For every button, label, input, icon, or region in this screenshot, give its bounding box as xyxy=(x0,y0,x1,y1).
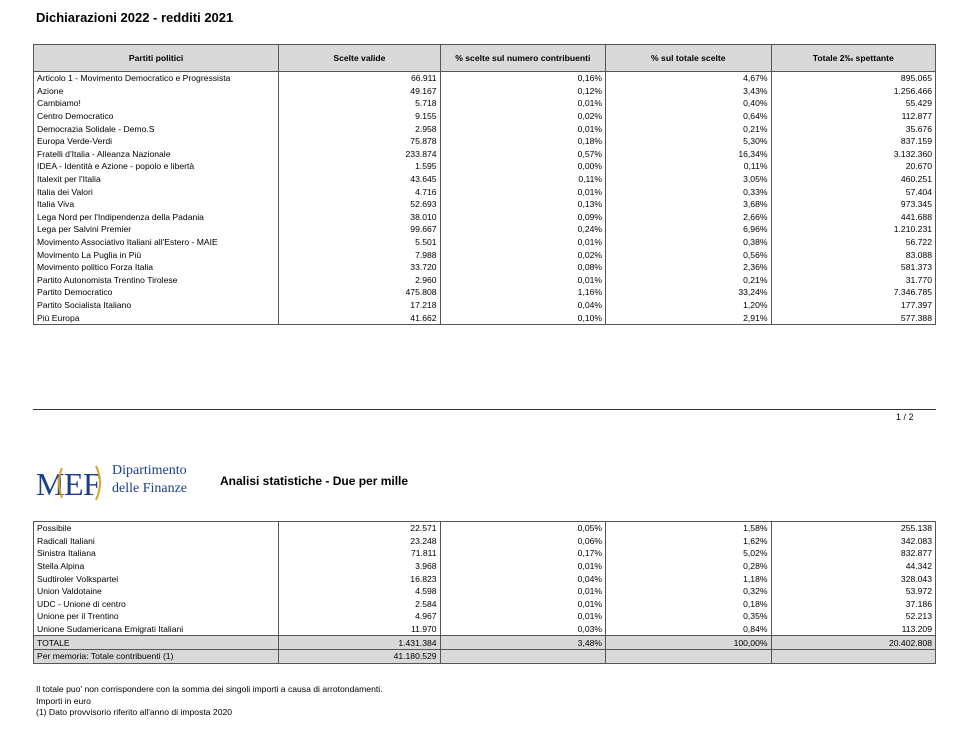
table-row xyxy=(34,311,936,324)
value-cell: 3,43% xyxy=(606,85,771,98)
table-row xyxy=(34,160,936,173)
header-parties: Partiti politici xyxy=(34,45,279,72)
value-cell: 31.770 xyxy=(771,274,936,287)
table-header-row xyxy=(34,45,936,72)
party-name-cell: Possibile xyxy=(34,522,279,535)
table-row xyxy=(34,274,936,287)
value-cell: 0,00% xyxy=(440,160,605,173)
value-cell: 0,32% xyxy=(606,585,771,598)
value-cell: 11.970 xyxy=(279,623,440,636)
value-cell: 0,01% xyxy=(440,236,605,249)
page-separator xyxy=(33,409,936,410)
party-name-cell: Radicali Italiani xyxy=(34,535,279,548)
party-name-cell: Union Valdotaine xyxy=(34,585,279,598)
value-cell: 33,24% xyxy=(606,286,771,299)
table-row xyxy=(34,135,936,148)
party-name-cell: Movimento politico Forza Italia xyxy=(34,261,279,274)
value-cell: 0,01% xyxy=(440,598,605,611)
svg-text:F: F xyxy=(83,466,101,502)
table-row xyxy=(34,585,936,598)
value-cell: 5.501 xyxy=(279,236,440,249)
party-name-cell: Italexit per l'Italia xyxy=(34,173,279,186)
party-name-cell: Lega per Salvini Premier xyxy=(34,223,279,236)
value-cell: 35.676 xyxy=(771,122,936,135)
value-cell: 460.251 xyxy=(771,173,936,186)
table-row xyxy=(34,286,936,299)
note-currency: Importi in euro xyxy=(36,695,91,706)
value-cell: 16.823 xyxy=(279,572,440,585)
value-cell: 2.958 xyxy=(279,122,440,135)
table-row xyxy=(34,547,936,560)
page-number: 1 / 2 xyxy=(896,412,914,422)
party-name-cell: Cambiamo! xyxy=(34,97,279,110)
value-cell: 177.397 xyxy=(771,299,936,312)
table-row xyxy=(34,173,936,186)
party-table-page1 xyxy=(33,44,936,325)
value-cell: 75.878 xyxy=(279,135,440,148)
table-row xyxy=(34,299,936,312)
party-name-cell: Fratelli d'Italia - Alleanza Nazionale xyxy=(34,148,279,161)
party-name-cell: Movimento Associativo Italiani all'Estero - MAIE xyxy=(34,236,279,249)
party-name-cell: Italia Viva xyxy=(34,198,279,211)
value-cell: 1,20% xyxy=(606,299,771,312)
value-cell: 837.159 xyxy=(771,135,936,148)
value-cell: 0,13% xyxy=(440,198,605,211)
party-name-cell: Movimento La Puglia in Più xyxy=(34,248,279,261)
table-row xyxy=(34,148,936,161)
value-cell xyxy=(440,649,605,663)
table-row xyxy=(34,198,936,211)
value-cell: 1,58% xyxy=(606,522,771,535)
party-name-cell: Sudtiroler Volkspartei xyxy=(34,572,279,585)
value-cell: 22.571 xyxy=(279,522,440,535)
table-row xyxy=(34,572,936,585)
table-row xyxy=(34,122,936,135)
table-row xyxy=(34,185,936,198)
value-cell: 233.874 xyxy=(279,148,440,161)
value-cell: 0,03% xyxy=(440,623,605,636)
value-cell: 99.667 xyxy=(279,223,440,236)
value-cell xyxy=(606,649,771,663)
value-cell: 0,18% xyxy=(440,135,605,148)
value-cell: 38.010 xyxy=(279,211,440,224)
value-cell: 0,16% xyxy=(440,72,605,85)
party-name-cell: TOTALE xyxy=(34,636,279,650)
value-cell: 0,18% xyxy=(606,598,771,611)
value-cell: 3.968 xyxy=(279,560,440,573)
value-cell: 56.722 xyxy=(771,236,936,249)
value-cell: 973.345 xyxy=(771,198,936,211)
party-name-cell: Unione per il Trentino xyxy=(34,610,279,623)
value-cell: 4,67% xyxy=(606,72,771,85)
table-row xyxy=(34,72,936,85)
party-name-cell: Per memoria: Totale contribuenti (1) xyxy=(34,649,279,663)
value-cell: 895.065 xyxy=(771,72,936,85)
value-cell: 0,10% xyxy=(440,311,605,324)
table-row xyxy=(34,85,936,98)
value-cell: 20.670 xyxy=(771,160,936,173)
svg-text:M: M xyxy=(36,466,65,502)
party-name-cell: Europa Verde-Verdi xyxy=(34,135,279,148)
table-row xyxy=(34,610,936,623)
value-cell: 0,01% xyxy=(440,610,605,623)
header-pct-taxpayers: % scelte sul numero contribuenti xyxy=(440,45,605,72)
header-amount: Totale 2‰ spettante xyxy=(771,45,936,72)
value-cell: 0,11% xyxy=(606,160,771,173)
value-cell: 55.429 xyxy=(771,97,936,110)
value-cell: 7.346.785 xyxy=(771,286,936,299)
party-name-cell: Italia dei Valori xyxy=(34,185,279,198)
value-cell: 3,68% xyxy=(606,198,771,211)
table-row xyxy=(34,248,936,261)
value-cell: 832.877 xyxy=(771,547,936,560)
value-cell: 7.988 xyxy=(279,248,440,261)
value-cell: 41.180.529 xyxy=(279,649,440,663)
value-cell: 581.373 xyxy=(771,261,936,274)
value-cell: 53.972 xyxy=(771,585,936,598)
value-cell: 43.645 xyxy=(279,173,440,186)
note-rounding: Il totale puo' non corrispondere con la somma dei singoli importi a causa di arrotondamenti. xyxy=(36,684,383,694)
value-cell: 0,17% xyxy=(440,547,605,560)
value-cell: 0,01% xyxy=(440,585,605,598)
value-cell: 71.811 xyxy=(279,547,440,560)
party-name-cell: Centro Democratico xyxy=(34,110,279,123)
value-cell: 4.967 xyxy=(279,610,440,623)
value-cell: 17.218 xyxy=(279,299,440,312)
value-cell: 441.688 xyxy=(771,211,936,224)
value-cell: 3,05% xyxy=(606,173,771,186)
value-cell: 112.877 xyxy=(771,110,936,123)
table-row xyxy=(34,97,936,110)
party-name-cell: IDEA - Identità e Azione - popolo e libertà xyxy=(34,160,279,173)
value-cell: 1,18% xyxy=(606,572,771,585)
value-cell: 0,35% xyxy=(606,610,771,623)
value-cell: 1,62% xyxy=(606,535,771,548)
party-name-cell: Partito Socialista Italiano xyxy=(34,299,279,312)
value-cell: 0,06% xyxy=(440,535,605,548)
value-cell: 49.167 xyxy=(279,85,440,98)
value-cell: 2,36% xyxy=(606,261,771,274)
table-row xyxy=(34,223,936,236)
value-cell: 2.960 xyxy=(279,274,440,287)
value-cell: 1.210.231 xyxy=(771,223,936,236)
party-name-cell: Sinistra Italiana xyxy=(34,547,279,560)
value-cell: 328.043 xyxy=(771,572,936,585)
value-cell: 52.693 xyxy=(279,198,440,211)
department-line-2: delle Finanze xyxy=(112,481,188,496)
value-cell: 1,16% xyxy=(440,286,605,299)
value-cell: 342.083 xyxy=(771,535,936,548)
value-cell: 0,12% xyxy=(440,85,605,98)
table-row xyxy=(34,598,936,611)
value-cell: 20.402.808 xyxy=(771,636,936,650)
value-cell: 0,33% xyxy=(606,185,771,198)
value-cell: 0,01% xyxy=(440,274,605,287)
value-cell: 1.595 xyxy=(279,160,440,173)
total-row xyxy=(34,636,936,650)
value-cell: 0,57% xyxy=(440,148,605,161)
value-cell: 255.138 xyxy=(771,522,936,535)
value-cell: 2,66% xyxy=(606,211,771,224)
value-cell: 57.404 xyxy=(771,185,936,198)
table-row xyxy=(34,623,936,636)
value-cell: 5.718 xyxy=(279,97,440,110)
header-pct-total: % sul totale scelte xyxy=(606,45,771,72)
value-cell: 1.431.384 xyxy=(279,636,440,650)
value-cell: 5,02% xyxy=(606,547,771,560)
document-title: Dichiarazioni 2022 - redditi 2021 xyxy=(36,10,234,25)
value-cell: 2,91% xyxy=(606,311,771,324)
value-cell: 52.213 xyxy=(771,610,936,623)
party-name-cell: Lega Nord per l'Indipendenza della Padania xyxy=(34,211,279,224)
table-row xyxy=(34,211,936,224)
value-cell: 9.155 xyxy=(279,110,440,123)
table-row xyxy=(34,560,936,573)
value-cell: 0,28% xyxy=(606,560,771,573)
value-cell: 0,21% xyxy=(606,274,771,287)
table-row xyxy=(34,236,936,249)
party-name-cell: Azione xyxy=(34,85,279,98)
value-cell: 0,64% xyxy=(606,110,771,123)
value-cell: 0,01% xyxy=(440,560,605,573)
value-cell: 66.911 xyxy=(279,72,440,85)
value-cell: 0,04% xyxy=(440,299,605,312)
department-line-1: Dipartimento xyxy=(112,463,187,478)
table-row xyxy=(34,261,936,274)
value-cell: 4.598 xyxy=(279,585,440,598)
value-cell: 0,01% xyxy=(440,185,605,198)
value-cell: 16,34% xyxy=(606,148,771,161)
department-name xyxy=(112,462,187,498)
party-name-cell: Democrazia Solidale - Demo.S xyxy=(34,122,279,135)
value-cell: 3.132.360 xyxy=(771,148,936,161)
value-cell: 0,09% xyxy=(440,211,605,224)
table-row xyxy=(34,110,936,123)
value-cell: 100,00% xyxy=(606,636,771,650)
value-cell: 1.256.466 xyxy=(771,85,936,98)
value-cell: 0,05% xyxy=(440,522,605,535)
value-cell: 0,21% xyxy=(606,122,771,135)
value-cell: 2.584 xyxy=(279,598,440,611)
party-table-page2 xyxy=(33,521,936,664)
party-name-cell: Unione Sudamericana Emigrati Italiani xyxy=(34,623,279,636)
value-cell: 6,96% xyxy=(606,223,771,236)
value-cell xyxy=(771,649,936,663)
value-cell: 0,08% xyxy=(440,261,605,274)
value-cell: 0,56% xyxy=(606,248,771,261)
value-cell: 0,24% xyxy=(440,223,605,236)
svg-text:E: E xyxy=(64,466,84,502)
value-cell: 475.808 xyxy=(279,286,440,299)
memo-row xyxy=(34,649,936,663)
value-cell: 4.716 xyxy=(279,185,440,198)
table-row xyxy=(34,535,936,548)
value-cell: 0,11% xyxy=(440,173,605,186)
value-cell: 5,30% xyxy=(606,135,771,148)
value-cell: 577.388 xyxy=(771,311,936,324)
value-cell: 44.342 xyxy=(771,560,936,573)
value-cell: 0,01% xyxy=(440,122,605,135)
value-cell: 33.720 xyxy=(279,261,440,274)
party-name-cell: Partito Autonomista Trentino Tirolese xyxy=(34,274,279,287)
header-valid-choices: Scelte valide xyxy=(279,45,440,72)
value-cell: 0,01% xyxy=(440,97,605,110)
value-cell: 0,40% xyxy=(606,97,771,110)
value-cell: 83.088 xyxy=(771,248,936,261)
value-cell: 41.662 xyxy=(279,311,440,324)
footnotes xyxy=(36,684,383,719)
value-cell: 3,48% xyxy=(440,636,605,650)
value-cell: 0,04% xyxy=(440,572,605,585)
value-cell: 37.186 xyxy=(771,598,936,611)
party-name-cell: Partito Democratico xyxy=(34,286,279,299)
mef-logo xyxy=(36,462,104,502)
party-name-cell: Articolo 1 - Movimento Democratico e Progressista xyxy=(34,72,279,85)
party-name-cell: Stella Alpina xyxy=(34,560,279,573)
table-row xyxy=(34,522,936,535)
note-provisional: (1) Dato provvisorio riferito all'anno di imposta 2020 xyxy=(36,707,233,717)
section-subtitle: Analisi statistiche - Due per mille xyxy=(220,474,409,488)
value-cell: 0,02% xyxy=(440,110,605,123)
party-name-cell: UDC - Unione di centro xyxy=(34,598,279,611)
value-cell: 0,84% xyxy=(606,623,771,636)
value-cell: 113.209 xyxy=(771,623,936,636)
value-cell: 23.248 xyxy=(279,535,440,548)
value-cell: 0,02% xyxy=(440,248,605,261)
value-cell: 0,38% xyxy=(606,236,771,249)
party-name-cell: Più Europa xyxy=(34,311,279,324)
